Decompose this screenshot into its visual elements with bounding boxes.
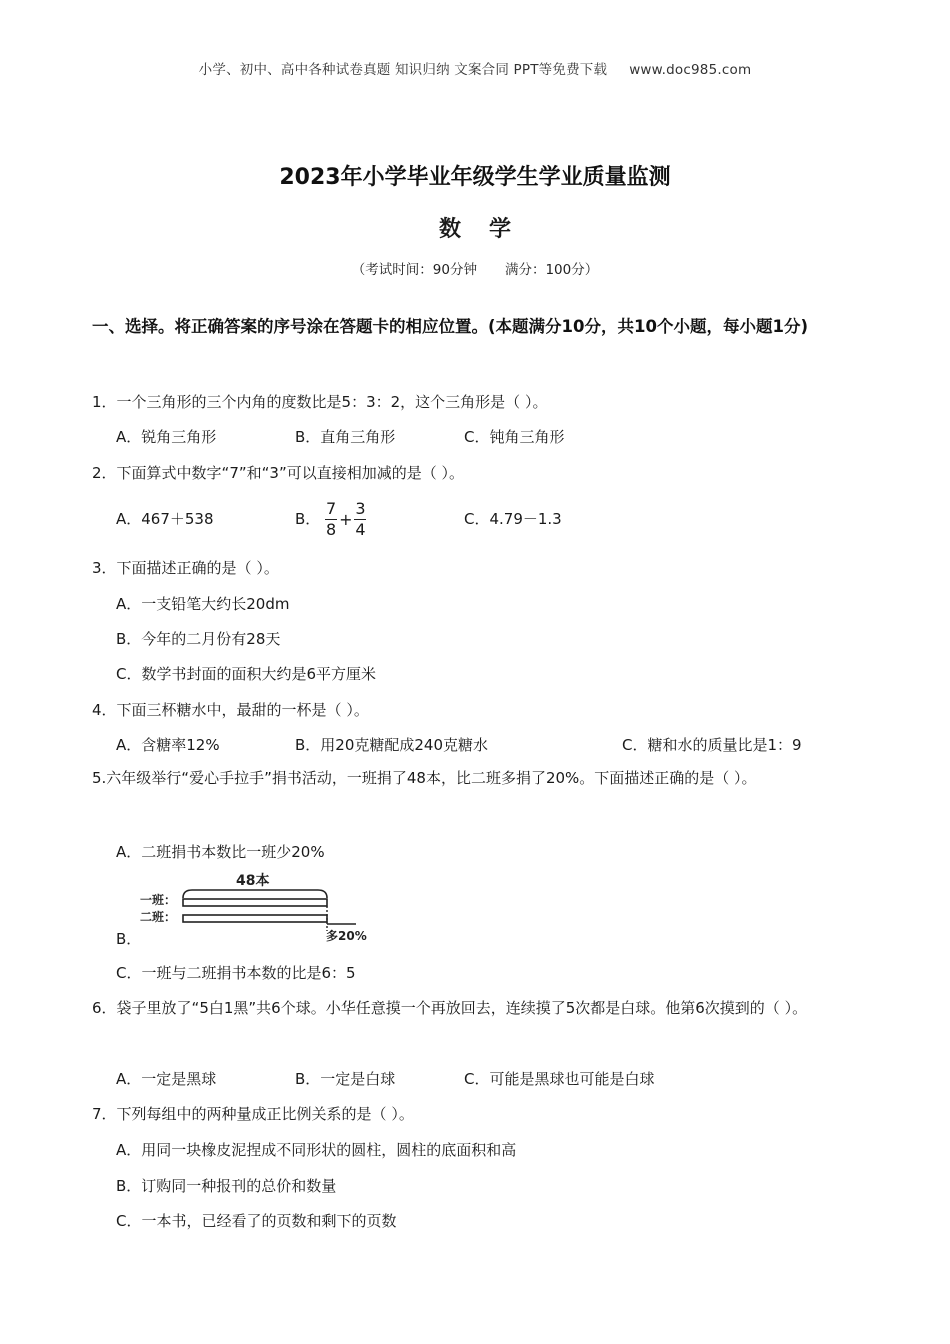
question-3-stem: 3．下面描述正确的是（ ）。: [92, 559, 279, 577]
header-site-link[interactable]: www.doc985.com: [629, 62, 752, 78]
question-3-option-c[interactable]: C．数学书封面的面积大约是6平方厘米: [116, 665, 377, 683]
question-2-option-b[interactable]: [295, 497, 366, 542]
question-3-option-b[interactable]: B．今年的二月份有28天: [116, 630, 281, 648]
question-4-option-c[interactable]: C．糖和水的质量比是1：9: [622, 736, 802, 754]
question-4-stem: 4．下面三杯糖水中，最甜的一杯是（ ）。: [92, 701, 369, 719]
question-1-stem: 1．一个三角形的三个内角的度数比是5：3：2，这个三角形是（ ）。: [92, 393, 548, 411]
bar-diagram: [140, 868, 380, 942]
fraction-three-quarters: [354, 500, 366, 540]
question-6-option-c[interactable]: C．可能是黑球也可能是白球: [464, 1070, 655, 1088]
question-4-option-b[interactable]: B．用20克糖配成240克糖水: [295, 736, 489, 754]
question-5-option-a[interactable]: A．二班捐书本数比一班少20%: [116, 843, 325, 861]
question-6-option-a[interactable]: A．一定是黑球: [116, 1070, 217, 1088]
page-header: [0, 58, 950, 78]
question-5-option-b[interactable]: B．: [116, 930, 142, 948]
question-1-option-b[interactable]: B．直角三角形: [295, 428, 396, 446]
plus-sign: +: [339, 509, 353, 529]
exam-info: [0, 258, 950, 278]
diagram-brace: [183, 890, 327, 898]
fraction-2-numerator: 3: [355, 498, 366, 518]
question-7-option-a[interactable]: A．用同一块橡皮泥捏成不同形状的圆柱，圆柱的底面积和高: [116, 1141, 517, 1159]
question-1-option-c[interactable]: C．钝角三角形: [464, 428, 565, 446]
diagram-more-label: 多20%: [326, 929, 367, 942]
question-7-stem: 7．下列每组中的两种量成正比例关系的是（ ）。: [92, 1105, 414, 1123]
diagram-bar-class2: [183, 915, 327, 922]
fraction-1-numerator: 7: [325, 498, 337, 518]
exam-title: 2023年小学毕业年级学生学业质量监测: [279, 165, 671, 190]
question-5-option-c[interactable]: C．一班与二班捐书本数的比是6：5: [116, 964, 356, 982]
question-7-option-b[interactable]: B．订购同一种报刊的总价和数量: [116, 1177, 337, 1195]
question-2-option-c[interactable]: C．4.79－1.3: [464, 510, 562, 528]
fraction-1-denominator: 8: [325, 520, 337, 540]
section-heading: 一、选择。将正确答案的序号涂在答题卡的相应位置。(本题满分10分，共10个小题，每小题1分): [92, 317, 808, 336]
exam-time: （考试时间：90分钟: [351, 262, 477, 278]
exam-subject: 数学: [438, 217, 539, 242]
question-6-stem: 6．袋子里放了“5白1黑”共6个球。小华任意摸一个再放回去，连续摸了5次都是白球。他第6次摸到的（ ）。: [92, 999, 808, 1017]
question-6-option-b[interactable]: B．一定是白球: [295, 1070, 396, 1088]
diagram-total-label: 48本: [236, 873, 270, 889]
question-3-option-a[interactable]: A．一支铅笔大约长20dm: [116, 595, 290, 613]
question-2-option-b-label: B．: [295, 510, 321, 528]
diagram-bar-class1: [183, 899, 327, 906]
exam-score: 满分：100分）: [504, 262, 599, 278]
question-7-option-c[interactable]: C．一本书，已经看了的页数和剩下的页数: [116, 1212, 397, 1230]
question-2-stem: 2．下面算式中数字“7”和“3”可以直接相加减的是（ ）。: [92, 464, 464, 482]
diagram-row1-label: 一班：: [140, 893, 177, 907]
question-1-option-a[interactable]: A．锐角三角形: [116, 428, 217, 446]
header-text: 小学、初中、高中各种试卷真题 知识归纳 文案合同 PPT等免费下载: [198, 62, 608, 78]
fraction-2-denominator: 4: [355, 520, 366, 540]
question-4-option-a[interactable]: A．含糖率12%: [116, 736, 220, 754]
diagram-row2-label: 二班：: [140, 910, 177, 924]
question-2-option-a[interactable]: A．467＋538: [116, 510, 214, 528]
question-5-stem: 5.六年级举行“爱心手拉手”捐书活动，一班捐了48本，比二班多捐了20%。下面描述正确的是（ ）。: [92, 769, 757, 787]
fraction-seven-eighths: [325, 500, 337, 540]
